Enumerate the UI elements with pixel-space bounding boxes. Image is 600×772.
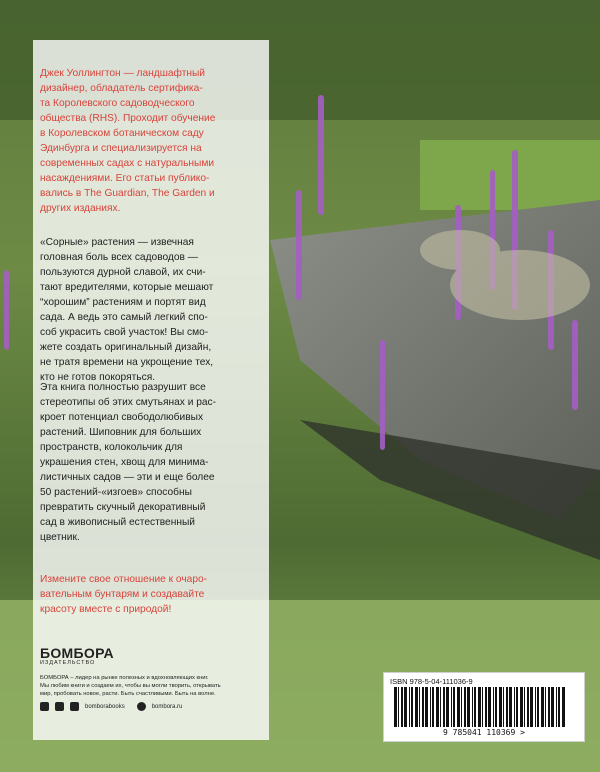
barcode-bar bbox=[509, 687, 512, 727]
publisher-logo bbox=[40, 645, 114, 666]
call-to-action bbox=[40, 572, 264, 617]
barcode-bar bbox=[401, 687, 403, 727]
barcode-bar bbox=[493, 687, 494, 727]
description-line: украшения стен, хвощ для минима- bbox=[40, 457, 209, 468]
publisher-name: БОМБОРА bbox=[40, 645, 114, 661]
barcode-bar bbox=[482, 687, 483, 727]
bio-line: вались в The Guardian, The Garden и bbox=[40, 188, 215, 199]
tagline-line: Мы любим книги и создаем их, чтобы вы могли творить, открывать bbox=[40, 683, 221, 689]
intro-line: не тратя времени на укрощение тех, bbox=[40, 357, 214, 368]
description-line: листичных садов — эти и еще более bbox=[40, 472, 215, 483]
barcode-bar bbox=[415, 687, 418, 727]
cta-line: Измените свое отношение к очаро- bbox=[40, 574, 208, 585]
description-line: кроет потенциал свободолюбивых bbox=[40, 412, 204, 423]
barcode-bar bbox=[556, 687, 557, 727]
barcode-bar bbox=[516, 687, 518, 727]
video-icon[interactable] bbox=[70, 702, 79, 711]
barcode-bar bbox=[537, 687, 539, 727]
intro-line: жете создать оригинальный дизайн, bbox=[40, 342, 212, 353]
barcode-bar bbox=[506, 687, 508, 727]
tagline-line: мир, пробовать новое, расти. Быть счастливыми. Быть на волне. bbox=[40, 691, 216, 697]
barcode-bar bbox=[443, 687, 445, 727]
barcode-bar bbox=[535, 687, 536, 727]
bio-line: Джек Уоллингтон — ландшафтный bbox=[40, 68, 205, 79]
barcode-bar bbox=[422, 687, 424, 727]
globe-icon bbox=[137, 702, 146, 711]
barcode-bar bbox=[541, 687, 544, 727]
isbn-digits: 9 785041 110369 > bbox=[443, 728, 525, 737]
bio-line: других изданиях. bbox=[40, 203, 121, 214]
vk-icon[interactable] bbox=[55, 702, 64, 711]
intro-line: сада. А ведь это самый легкий спо- bbox=[40, 312, 208, 323]
publisher-subtitle: ИЗДАТЕЛЬСТВО bbox=[40, 660, 96, 666]
barcode-bar bbox=[551, 687, 554, 727]
barcode-bar bbox=[411, 687, 413, 727]
intro-line: пользуются дурной славой, их счи- bbox=[40, 267, 206, 278]
intro-line: “хорошим” растениям и портят вид bbox=[40, 297, 206, 308]
barcode-bar bbox=[562, 687, 565, 727]
barcode-bar bbox=[495, 687, 497, 727]
description-paragraph bbox=[40, 380, 264, 545]
barcode-bar bbox=[499, 687, 502, 727]
barcode-bar bbox=[419, 687, 420, 727]
website-link[interactable]: bombora.ru bbox=[151, 703, 183, 710]
cta-line: вательным бунтарям и создавайте bbox=[40, 589, 205, 600]
barcode-bar bbox=[394, 687, 397, 727]
bio-line: та Королевского садоводческого bbox=[40, 98, 195, 109]
barcode-bar bbox=[488, 687, 491, 727]
barcode-bar bbox=[398, 687, 399, 727]
barcode bbox=[390, 687, 570, 729]
barcode-bar bbox=[485, 687, 487, 727]
barcode-bar bbox=[467, 687, 470, 727]
bio-line: дизайнер, обладатель сертифика- bbox=[40, 83, 203, 94]
barcode-bar bbox=[446, 687, 449, 727]
description-line: 50 растений-«изгоев» способны bbox=[40, 487, 192, 498]
barcode-bar bbox=[545, 687, 546, 727]
barcode-bar bbox=[425, 687, 428, 727]
barcode-bar bbox=[520, 687, 523, 727]
intro-line: тают вредителями, которые мешают bbox=[40, 282, 214, 293]
barcode-bar bbox=[524, 687, 525, 727]
isbn-label: ISBN 978-5-04-111036-9 bbox=[390, 677, 473, 686]
barcode-bar bbox=[453, 687, 455, 727]
isbn-barcode-box bbox=[383, 672, 585, 742]
bio-line: общества (RHS). Проходит обучение bbox=[40, 113, 216, 124]
barcode-bar bbox=[432, 687, 434, 727]
barcode-bar bbox=[548, 687, 550, 727]
barcode-bar bbox=[409, 687, 410, 727]
bio-line: Эдинбурга и специализируется на bbox=[40, 143, 202, 154]
description-line: стереотипы об этих смутьянах и рас- bbox=[40, 397, 217, 408]
intro-line: головная боль всех садоводов — bbox=[40, 252, 198, 263]
bio-line: насаждениями. Его статьи публико- bbox=[40, 173, 210, 184]
barcode-bar bbox=[472, 687, 473, 727]
barcode-bar bbox=[464, 687, 466, 727]
description-line: пространств, колокольчик для bbox=[40, 442, 183, 453]
barcode-bar bbox=[440, 687, 441, 727]
cta-line: красоту вместе с природой! bbox=[40, 604, 172, 615]
social-links bbox=[40, 702, 182, 711]
barcode-bar bbox=[478, 687, 481, 727]
description-line: Эта книга полностью разрушит все bbox=[40, 382, 206, 393]
barcode-bar bbox=[503, 687, 504, 727]
barcode-bar bbox=[457, 687, 460, 727]
description-line: превратить скучный декоративный bbox=[40, 502, 206, 513]
intro-line: кто не готов покоряться. bbox=[40, 372, 156, 383]
description-line: цветник. bbox=[40, 532, 80, 543]
intro-paragraph bbox=[40, 235, 264, 385]
author-bio bbox=[40, 66, 264, 216]
barcode-bar bbox=[558, 687, 560, 727]
telegram-icon[interactable] bbox=[40, 702, 49, 711]
barcode-bar bbox=[474, 687, 476, 727]
barcode-bar bbox=[461, 687, 462, 727]
barcode-bar bbox=[527, 687, 529, 727]
barcode-bar bbox=[530, 687, 533, 727]
description-line: растений. Шиповник для больших bbox=[40, 427, 202, 438]
barcode-bar bbox=[436, 687, 439, 727]
bio-line: в Королевском ботаническом саду bbox=[40, 128, 204, 139]
social-handle[interactable]: bomborabooks bbox=[85, 703, 125, 710]
barcode-bar bbox=[404, 687, 407, 727]
intro-line: «Сорные» растения — извечная bbox=[40, 237, 194, 248]
bio-line: современных садах с натуральными bbox=[40, 158, 215, 169]
barcode-bar bbox=[514, 687, 515, 727]
description-line: сад в живописный естественный bbox=[40, 517, 195, 528]
barcode-bar bbox=[430, 687, 431, 727]
intro-line: соб украсить свой участок! Вы смо- bbox=[40, 327, 209, 338]
tagline-line: БОМБОРА – лидер на рынке полезных и вдохновляющих книг. bbox=[40, 675, 209, 681]
publisher-tagline bbox=[40, 674, 266, 698]
barcode-bar bbox=[451, 687, 452, 727]
